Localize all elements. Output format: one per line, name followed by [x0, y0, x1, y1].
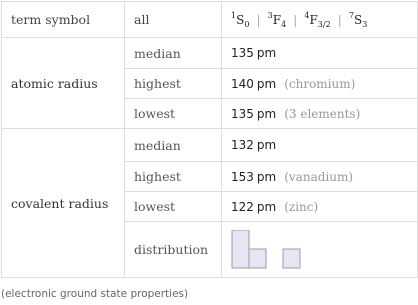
atomic-radius-label: atomic radius [2, 38, 125, 129]
header-row [2, 2, 418, 38]
term-symbol: $^3F_4$ [267, 10, 287, 29]
stat-note: (vanadium) [284, 169, 354, 184]
covalent-radius-label: covalent radius [2, 129, 125, 278]
stat-label: lowest [125, 99, 222, 129]
stat-label: median [125, 38, 222, 69]
term-symbol: $^4F_{3/2}$ [304, 10, 331, 29]
stat-note: (3 elements) [284, 106, 361, 121]
stat-value: 132 pm [222, 129, 418, 162]
table-row [2, 129, 418, 162]
distribution-cell [222, 222, 418, 278]
histogram-bar [249, 249, 266, 268]
distribution-histogram [231, 230, 311, 270]
stat-note: (chromium) [284, 76, 356, 91]
term-symbols-cell: $^1S_0$ | $^3F_4$ | $^4F_{3/2}$ | $^7S_3$ [222, 2, 418, 38]
term-symbol: $^7S_3$ [348, 10, 368, 29]
term-symbol: $^1S_0$ [231, 10, 250, 29]
header-label: term symbol [2, 2, 125, 38]
header-group: all [125, 2, 222, 38]
stat-value: 153 pm (vanadium) [222, 162, 418, 192]
stat-value: 122 pm (zinc) [222, 192, 418, 222]
histogram-bar [232, 230, 249, 268]
stat-note: (zinc) [284, 199, 319, 214]
stat-label: distribution [125, 222, 222, 278]
properties-table [1, 1, 418, 278]
stat-value: 135 pm [222, 38, 418, 69]
stat-label: lowest [125, 192, 222, 222]
stat-label: highest [125, 69, 222, 99]
stat-value: 140 pm (chromium) [222, 69, 418, 99]
table-row [2, 38, 418, 69]
stat-label: median [125, 129, 222, 162]
histogram-bar [283, 249, 300, 268]
stat-value: 135 pm (3 elements) [222, 99, 418, 129]
stat-label: highest [125, 162, 222, 192]
caption: (electronic ground state properties) [1, 288, 189, 300]
